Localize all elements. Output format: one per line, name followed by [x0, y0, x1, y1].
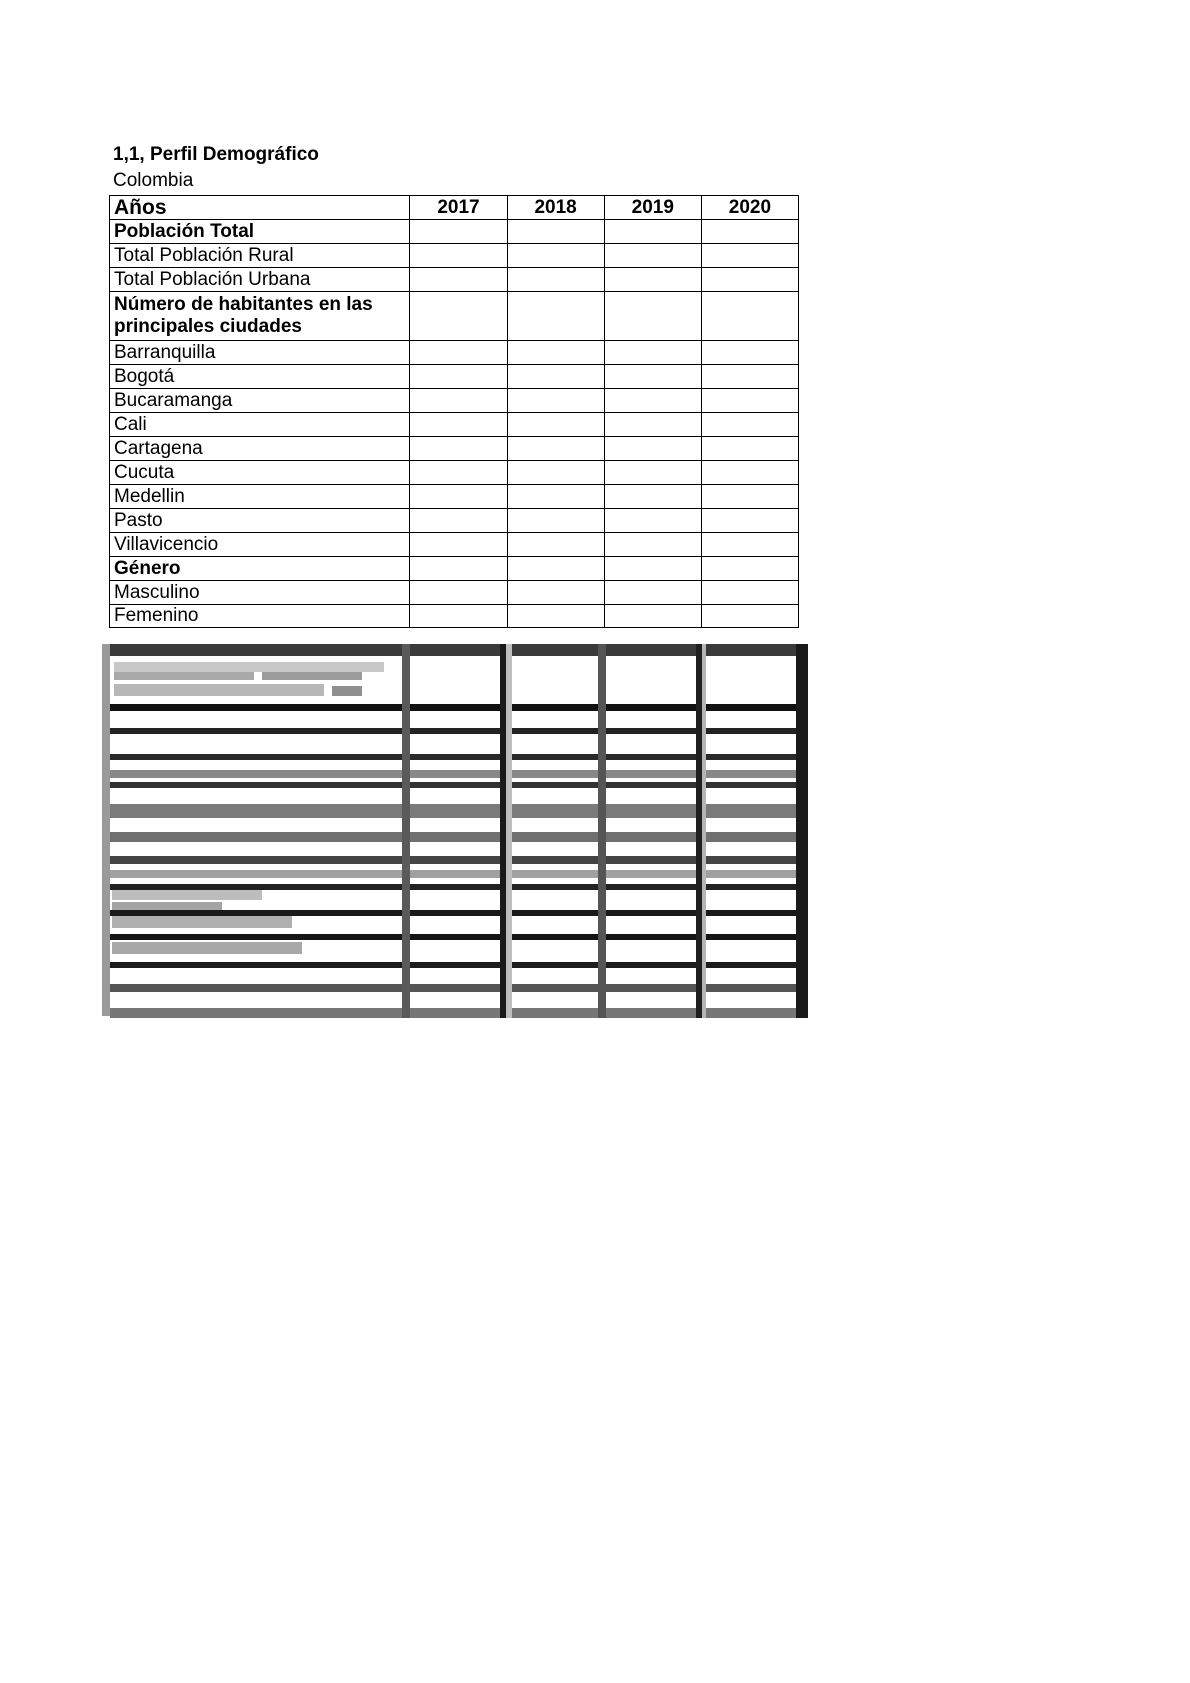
table-row [110, 437, 799, 461]
row-label: Pasto [110, 509, 410, 533]
cell [410, 413, 507, 437]
cell [604, 461, 701, 485]
header-year-2017: 2017 [410, 196, 507, 220]
table-row [110, 557, 799, 581]
cell [604, 292, 701, 341]
row-label: Población Total [110, 220, 410, 244]
cell [507, 244, 604, 268]
cell [604, 389, 701, 413]
table-row [110, 461, 799, 485]
cell [604, 605, 701, 628]
cell [507, 413, 604, 437]
pixelated-redaction [102, 644, 808, 1024]
table-row [110, 485, 799, 509]
cell [507, 292, 604, 341]
cell [604, 557, 701, 581]
row-label: Género [110, 557, 410, 581]
cell [604, 268, 701, 292]
cell [604, 581, 701, 605]
cell [604, 341, 701, 365]
cell [507, 341, 604, 365]
cell [701, 605, 798, 628]
cell [604, 533, 701, 557]
row-label: Femenino [110, 605, 410, 628]
cell [701, 437, 798, 461]
cell [701, 413, 798, 437]
cell [507, 509, 604, 533]
row-label: Número de habitantes en las principales ciudades [110, 292, 410, 341]
cell [604, 365, 701, 389]
table-row [110, 581, 799, 605]
header-year-2018: 2018 [507, 196, 604, 220]
table-row [110, 605, 799, 628]
cell [507, 389, 604, 413]
cell [701, 557, 798, 581]
cell [410, 268, 507, 292]
cell [410, 437, 507, 461]
page-subtitle: Colombia [113, 170, 194, 191]
cell [507, 220, 604, 244]
cell [604, 509, 701, 533]
cell [701, 461, 798, 485]
cell [701, 533, 798, 557]
cell [507, 605, 604, 628]
row-label: Cucuta [110, 461, 410, 485]
table-row [110, 509, 799, 533]
row-label: Medellin [110, 485, 410, 509]
cell [507, 533, 604, 557]
row-label: Barranquilla [110, 341, 410, 365]
cell [701, 365, 798, 389]
cell [701, 220, 798, 244]
row-label: Total Población Urbana [110, 268, 410, 292]
cell [604, 437, 701, 461]
redaction-graphic [102, 644, 808, 1024]
table-row [110, 341, 799, 365]
table-row [110, 292, 799, 341]
cell [701, 389, 798, 413]
header-year-2019: 2019 [604, 196, 701, 220]
cell [410, 461, 507, 485]
cell [410, 605, 507, 628]
cell [410, 509, 507, 533]
cell [701, 341, 798, 365]
cell [701, 244, 798, 268]
cell [410, 244, 507, 268]
cell [507, 461, 604, 485]
table-row [110, 220, 799, 244]
cell [701, 292, 798, 341]
cell [701, 268, 798, 292]
cell [410, 557, 507, 581]
table-row [110, 389, 799, 413]
cell [507, 365, 604, 389]
header-label-years: Años [110, 196, 410, 220]
cell [410, 365, 507, 389]
cell [507, 437, 604, 461]
row-label: Cali [110, 413, 410, 437]
cell [604, 413, 701, 437]
table-header-row [110, 196, 799, 220]
table-row [110, 365, 799, 389]
table-row [110, 533, 799, 557]
row-label: Bogotá [110, 365, 410, 389]
cell [507, 485, 604, 509]
cell [604, 485, 701, 509]
table-row [110, 268, 799, 292]
cell [410, 389, 507, 413]
row-label: Bucaramanga [110, 389, 410, 413]
cell [410, 581, 507, 605]
row-label: Total Población Rural [110, 244, 410, 268]
cell [507, 268, 604, 292]
cell [701, 485, 798, 509]
table-row [110, 413, 799, 437]
row-label: Villavicencio [110, 533, 410, 557]
cell [507, 557, 604, 581]
table-row [110, 244, 799, 268]
cell [701, 581, 798, 605]
cell [507, 581, 604, 605]
page-title: 1,1, Perfil Demográfico [113, 144, 319, 165]
cell [410, 292, 507, 341]
row-label: Masculino [110, 581, 410, 605]
cell [604, 244, 701, 268]
demographic-table [109, 195, 799, 628]
cell [410, 485, 507, 509]
cell [410, 341, 507, 365]
cell [410, 220, 507, 244]
cell [701, 509, 798, 533]
cell [410, 533, 507, 557]
cell [604, 220, 701, 244]
row-label: Cartagena [110, 437, 410, 461]
header-year-2020: 2020 [701, 196, 798, 220]
